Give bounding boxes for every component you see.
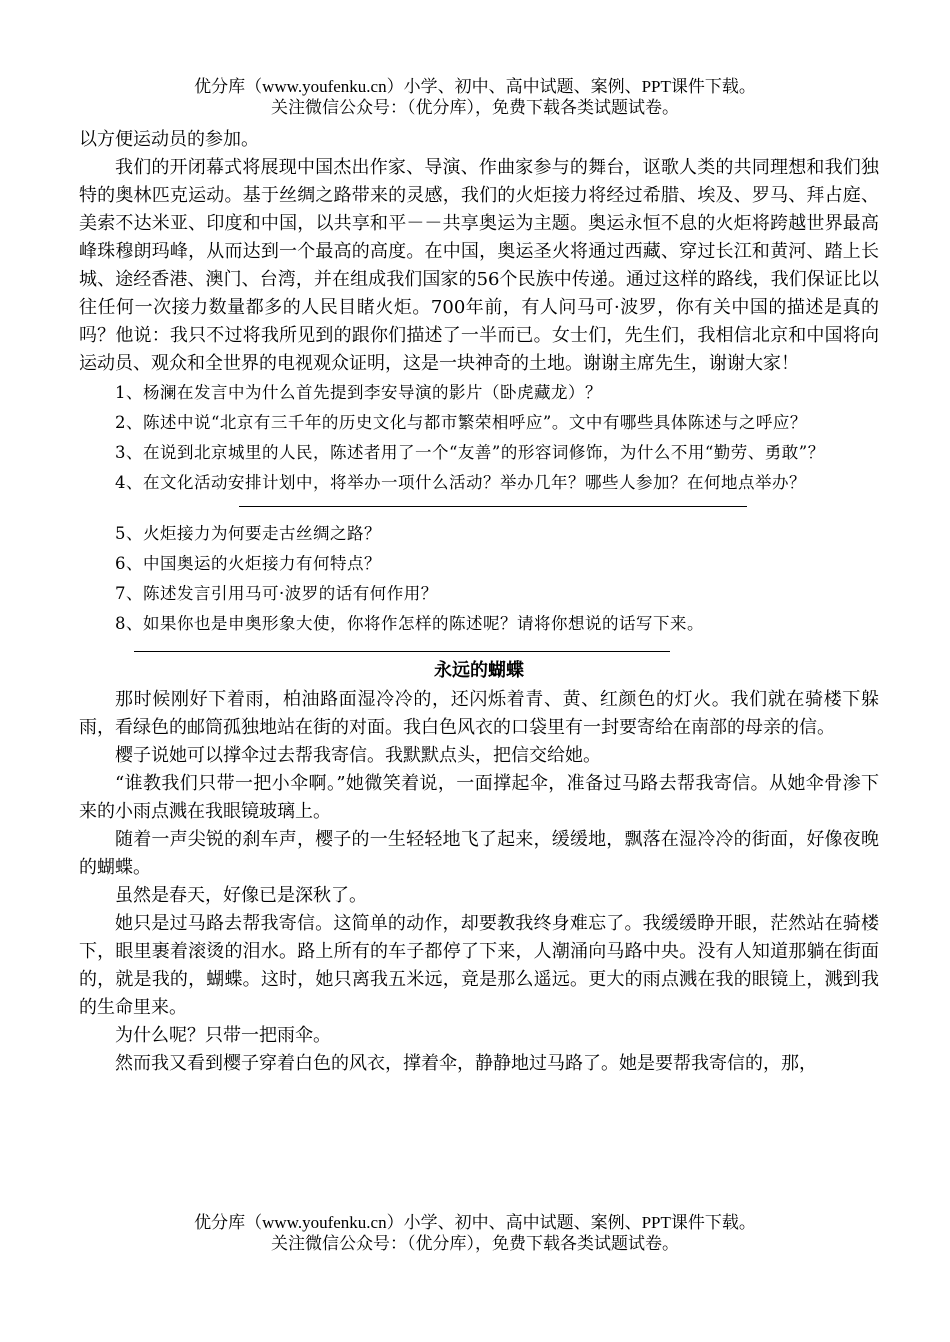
page-footer bbox=[0, 1212, 950, 1254]
question-8: 8、如果你也是申奥形象大使，你将作怎样的陈述呢？请将你想说的话写下来。 bbox=[115, 614, 704, 633]
footer-line-1: 优分库（www.youfenku.cn）小学、初中、高中试题、案例、PPT课件下载。 bbox=[194, 1213, 756, 1232]
question-5: 5、火炬接力为何要走古丝绸之路？ bbox=[115, 524, 381, 543]
passage-paragraph: 我们的开闭幕式将展现中国杰出作家、导演、作曲家参与的舞台，讴歌人类的共同理想和我们独特的奥林匹克运动。基于丝绸之路带来的灵感，我们的火炬接力将经过希腊、埃及、罗马、拜占庭、美索不达米亚、印度和中国，以共享和平－－共享奥运为主题。奥运永恒不息的火炬将跨越世界最高峰珠穆朗玛峰，从而达到一个最高的高度。在中国，奥运圣火将通过西藏、穿过长江和黄河、踏上长城、途经香港、澳门、台湾，并在组成我们国家的56个民族中传递。通过这样的路线，我们保证比以往任何一次接力数量都多的人民目睹火炬。700年前，有人问马可·波罗，你有关中国的描述是真的吗？他说：我只不过将我所见到的跟你们描述了一半而已。女士们，先生们，我相信北京和中国将向运动员、观众和全世界的电视观众证明，这是一块神奇的土地。谢谢主席先生，谢谢大家！ bbox=[79, 157, 879, 374]
answer-line bbox=[134, 651, 670, 652]
story-paragraph: 然而我又看到樱子穿着白色的风衣，撑着伞，静静地过马路了。她是要帮我寄信的，那， bbox=[115, 1053, 817, 1074]
answer-line bbox=[239, 506, 747, 507]
page-header bbox=[0, 76, 950, 118]
story-title: 永远的蝴蝶 bbox=[434, 660, 524, 681]
question-7: 7、陈述发言引用马可·波罗的话有何作用？ bbox=[115, 584, 438, 603]
document-body bbox=[79, 126, 879, 1078]
story-paragraph: 那时候刚好下着雨，柏油路面湿冷冷的，还闪烁着青、黄、红颜色的灯火。我们就在骑楼下躲雨，看绿色的邮筒孤独地站在街的对面。我白色风衣的口袋里有一封要寄给在南部的母亲的信。 bbox=[79, 689, 879, 738]
story-paragraph: 随着一声尖锐的刹车声，樱子的一生轻轻地飞了起来，缓缓地，飘落在湿冷冷的街面，好像夜晚的蝴蝶。 bbox=[79, 829, 879, 878]
story-paragraph: 她只是过马路去帮我寄信。这简单的动作，却要教我终身难忘了。我缓缓睁开眼，茫然站在骑楼下，眼里裹着滚烫的泪水。路上所有的车子都停了下来，人潮涌向马路中央。没有人知道那躺在街面的，就是我的，蝴蝶。这时，她只离我五米远，竟是那么遥远。更大的雨点溅在我的眼镜上，溅到我的生命里来。 bbox=[79, 913, 879, 1018]
question-4: 4、在文化活动安排计划中，将举办一项什么活动？举办几年？哪些人参加？在何地点举办？ bbox=[115, 473, 806, 492]
footer-line-2: 关注微信公众号：（优分库），免费下载各类试题试卷。 bbox=[271, 1234, 679, 1253]
story-paragraph: 为什么呢？只带一把雨伞。 bbox=[115, 1025, 331, 1046]
header-line-2: 关注微信公众号：（优分库），免费下载各类试题试卷。 bbox=[271, 98, 679, 117]
story-paragraph: 虽然是春天，好像已是深秋了。 bbox=[115, 885, 367, 906]
story-paragraph: “谁教我们只带一把小伞啊。”她微笑着说，一面撑起伞，准备过马路去帮我寄信。从她伞骨渗下来的小雨点溅在我眼镜玻璃上。 bbox=[79, 773, 879, 822]
passage-paragraph: 以方便运动员的参加。 bbox=[79, 129, 259, 150]
question-6: 6、中国奥运的火炬接力有何特点？ bbox=[115, 554, 381, 573]
question-3: 3、在说到北京城里的人民，陈述者用了一个“友善”的形容词修饰，为什么不用“勤劳、勇敢”？ bbox=[115, 443, 825, 462]
story-paragraph: 樱子说她可以撑伞过去帮我寄信。我默默点头，把信交给她。 bbox=[115, 745, 601, 766]
question-1: 1、杨澜在发言中为什么首先提到李安导演的影片（卧虎藏龙）？ bbox=[115, 383, 602, 402]
question-2: 2、陈述中说“北京有三千年的历史文化与都市繁荣相呼应”。文中有哪些具体陈述与之呼应？ bbox=[115, 413, 807, 432]
header-line-1: 优分库（www.youfenku.cn）小学、初中、高中试题、案例、PPT课件下载。 bbox=[194, 77, 756, 96]
